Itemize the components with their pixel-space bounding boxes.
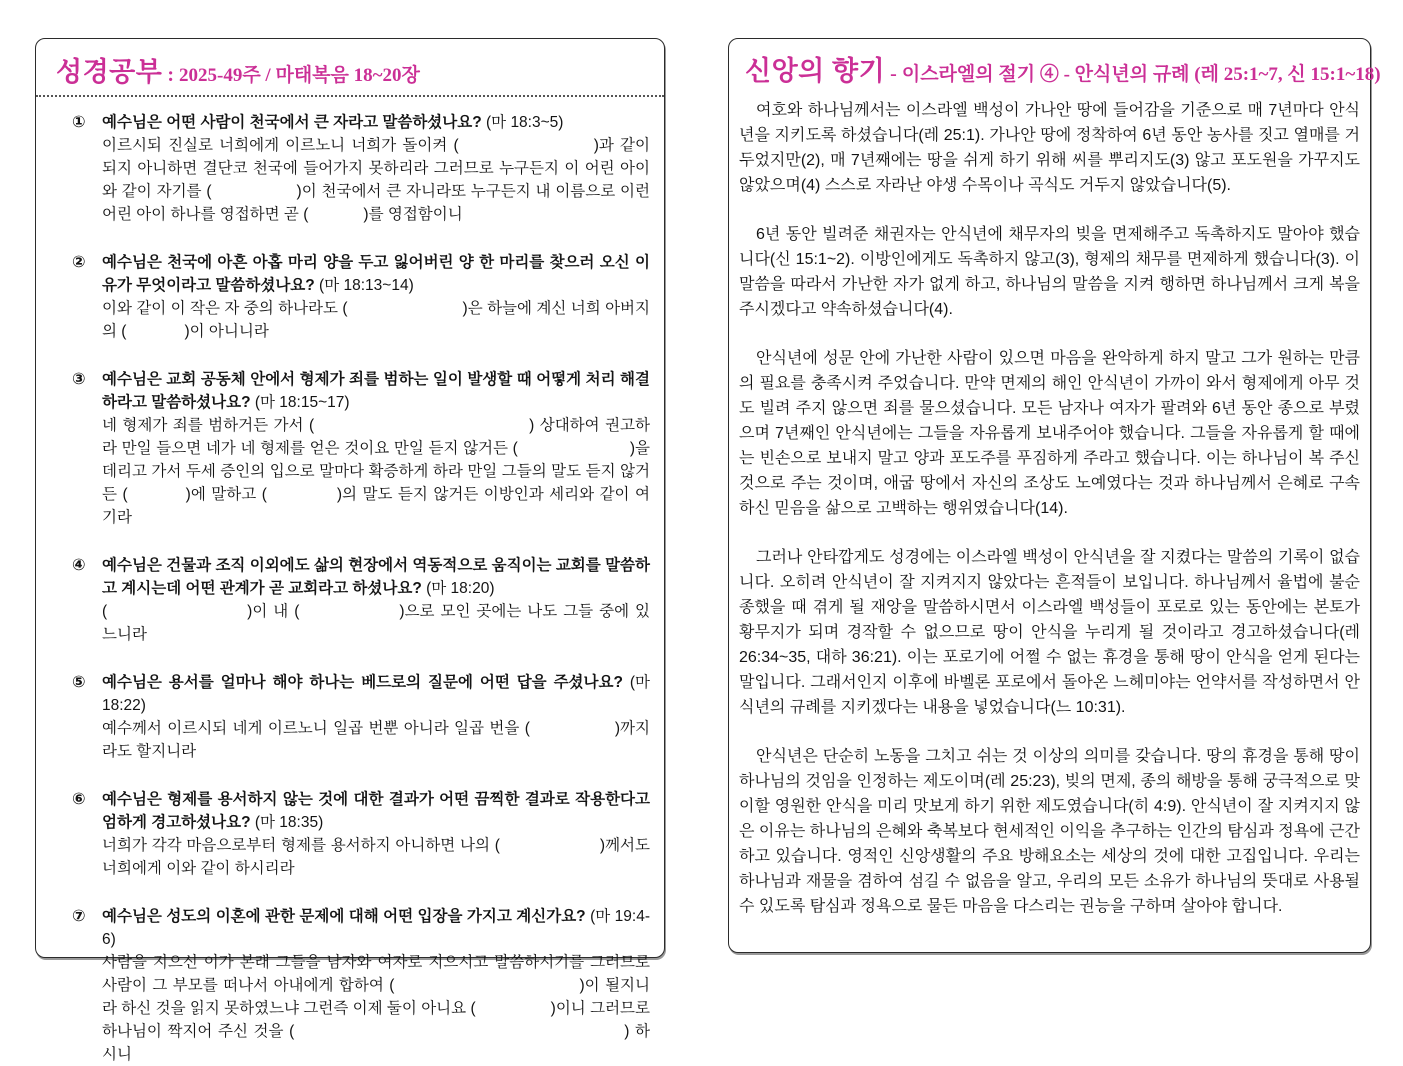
question-body: 너희가 각각 마음으로부터 형제를 용서하지 아니하면 나의 ( )께서도 너희에게 이와 같이 하시리라 <box>102 837 650 877</box>
bible-study-header <box>56 50 650 89</box>
question-number: ① <box>72 114 86 131</box>
answer-blank-space <box>299 614 399 616</box>
bible-study-subtitle: 2025-49주 / 마태복음 18~20장 <box>179 65 420 86</box>
faith-fragrance-subtitle: 이스라엘의 절기 ④ - 안식년의 규례 (레 25:1~7, 신 15:1~18) <box>901 64 1381 85</box>
question-number: ⑤ <box>72 674 86 691</box>
answer-blank-space <box>107 614 247 616</box>
question-body: 이르시되 진실로 너희에게 이르노니 너희가 돌이켜 ( )과 같이 되지 아니하면 결단코 천국에 들어가지 못하리라 그러므로 누구든지 이 어린 아이와 같이 자기를 ( )이 천국에서 큰 자니라또 누구든지 내 이름으로 이런 어린 아이 하나를 영접하면 곧 ( )를 영접함이니 <box>102 137 650 223</box>
question-item <box>50 788 650 880</box>
article-paragraph: 여호와 하나님께서는 이스라엘 백성이 가나안 땅에 들어감을 기준으로 매 7년마다 안식년을 지키도록 하셨습니다(레 25:1). 가나안 땅에 정착하여 6년 동안 농사를 짓고 열매를 거두었지만(2), 매 7년째에는 땅을 쉬게 하기 위해 씨를 뿌리지도(3) 않고 포도원을 가꾸지도 않았으며(4) 스스로 자라난 야생 수목이나 곡식도 거두지 않았습니다(5). <box>739 102 1360 194</box>
question-number: ② <box>72 254 86 271</box>
question-title: 예수님은 용서를 얼마나 해야 하나는 베드로의 질문에 어떤 답을 주셨나요? <box>102 674 623 691</box>
question-item <box>50 111 650 226</box>
question-title: 예수님은 천국에 아흔 아홉 마리 양을 두고 잃어버린 양 한 마리를 찾으러 오신 이유가 무엇이라고 말씀하셨나요? <box>102 254 650 294</box>
answer-blank-space <box>530 731 615 733</box>
article-paragraph: 6년 동안 빌려준 채권자는 안식년에 채무자의 빚을 면제해주고 독촉하지도 말아야 했습니다(신 15:1~2). 이방인에게도 독촉하지 않고(3), 형제의 채무를 면제하게 했습니다(3). 이 말씀을 따라서 가난한 자가 없게 하고, 하나님의 말씀을 지켜 행하면 하나님께서 크게 복을 주시겠다고 약속하셨습니다(4). <box>739 226 1360 318</box>
question-number: ③ <box>72 371 86 388</box>
question-item <box>50 671 650 763</box>
answer-blank-space <box>126 334 184 336</box>
question-item <box>50 905 650 1066</box>
answer-blank-space <box>294 1034 624 1036</box>
question-reference: (마 18:13~14) <box>319 277 414 294</box>
question-title-line <box>102 905 650 951</box>
question-reference: (마 18:15~17) <box>254 394 350 411</box>
answer-blank: ( ) <box>303 206 369 223</box>
answer-blank-space <box>267 497 337 499</box>
question-body: 사람을 지으신 이가 본래 그들을 남자와 여자로 지으시고 말씀하시기를 그러므로 사람이 그 부모를 떠나서 아내에게 합하여 ( )이 될지니라 하신 것을 읽지 못하였느냐 그런즉 이제 둘이 아니요 ( )이니 그러므로 하나님이 짝지어 주신 것을 ( ) 하시니 <box>102 954 651 1063</box>
answer-blank-space <box>348 311 463 313</box>
answer-blank: ( ) <box>470 1000 556 1017</box>
header-divider <box>36 95 664 97</box>
answer-blank: ( ) <box>308 417 535 434</box>
article-paragraph: 안식년에 성문 안에 가난한 사람이 있으면 마음을 완악하게 하지 말고 그가 원하는 만큼의 필요를 충족시켜 주었습니다. 만약 면제의 해인 안식년이 가까이 와서 형제에게 아무 것도 빌려 주지 않으면 죄를 물으셨습니다. 모든 남자나 여자가 팔려와 6년 동안 종으로 부렸으며 7년째인 안식년에는 그들을 자유롭게 보내주어야 했습니다. 그들을 자유롭게 할 때에는 빈손으로 보내지 말고 양과 포도주를 푸짐하게 주라고 했습니다. 이는 하나님이 복 주신 것으로 주는 것이며, 애굽 땅에서 자신의 조상도 노예였다는 것과 하나님께서 은혜로 구속하신 믿음을 삶으로 고백하는 행위였습니다(14). <box>739 350 1360 517</box>
answer-blank-space <box>476 1011 551 1013</box>
answer-blank: ( ) <box>206 183 302 200</box>
question-title: 예수님은 어떤 사람이 천국에서 큰 자라고 말씀하셨나요? <box>102 114 482 131</box>
question-reference: (마 19:4-6) <box>102 908 650 948</box>
question-item <box>50 251 650 343</box>
answer-blank-space <box>394 988 579 990</box>
article-paragraph: 그러나 안타깝게도 성경에는 이스라엘 백성이 안식년을 잘 지켰다는 말씀의 기록이 없습니다. 오히려 안식년이 잘 지켜지지 않았다는 흔적들이 보입니다. 하나님께서 율법에 불순종했을 때 겪게 될 재앙을 말씀하시면서 이스라엘 백성들이 포로로 있는 동안에는 본토가 황무지가 되며 경작할 수 없으므로 땅이 안식을 누리게 될 것이라고 경고하셨습니다(레 26:34~35, 대하 36:21). 이는 포로기에 어쩔 수 없는 휴경을 통해 땅이 안식을 얻게 된다는 말입니다. 그래서인지 이후에 바벨론 포로에서 돌아온 느헤미야는 언약서를 작성하면서 안식년의 규례를 지키겠다는 내용을 넣었습니다(느 10:31). <box>739 549 1360 716</box>
answer-blank: ( ) <box>294 603 405 620</box>
answer-blank: ( ) <box>524 720 621 737</box>
bible-study-title: 성경공부 <box>56 57 163 87</box>
question-body: 이와 같이 이 작은 자 중의 하나라도 ( )은 하늘에 계신 너희 아버지의 ( )이 아니니라 <box>102 300 650 340</box>
faith-fragrance-header-separator: - <box>885 63 902 85</box>
answer-blank: ( ) <box>289 1023 630 1040</box>
faith-fragrance-header <box>745 49 1381 88</box>
bible-study-header-separator: : <box>162 64 179 86</box>
question-item <box>50 368 650 529</box>
question-title-line <box>102 111 650 134</box>
answer-blank-space <box>308 217 363 219</box>
question-title: 예수님은 성도의 이혼에 관한 문제에 대해 어떤 입장을 가지고 계신가요? <box>102 908 586 925</box>
question-body: 네 형제가 죄를 범하거든 가서 ( ) 상대하여 권고하라 만일 들으면 네가 네 형제를 얻은 것이요 만일 듣지 않거든 ( )을 데리고 가서 두세 증인의 입으로 말마다 확증하게 하라 만일 그들의 말도 듣지 않거든 ( )에 말하고 ( )의 말도 듣지 않거든 이방인과 세리와 같이 여기라 <box>102 417 650 526</box>
answer-blank-space <box>459 148 594 150</box>
answer-blank: ( ) <box>102 603 253 620</box>
question-title-line <box>102 671 650 717</box>
answer-blank: ( ) <box>494 837 606 854</box>
faith-fragrance-panel <box>728 38 1381 953</box>
answer-blank-space <box>314 428 529 430</box>
question-title-line <box>102 251 650 297</box>
question-reference: (마 18:22) <box>102 674 650 714</box>
question-title-line <box>102 788 650 834</box>
question-title: 예수님은 건물과 조직 이외에도 삶의 현장에서 역동적으로 움직이는 교회를 말씀하고 계시는데 어떤 관계가 곧 교회라고 하셨나요? <box>102 557 650 597</box>
answer-blank: ( ) <box>121 323 190 340</box>
answer-blank: ( ) <box>342 300 468 317</box>
question-title: 예수님은 교회 공동체 안에서 형제가 죄를 범하는 일이 발생할 때 어떻게 처리 해결하라고 말씀하셨나요? <box>102 371 650 411</box>
question-body: 예수께서 이르시되 네게 이르노니 일곱 번뿐 아니라 일곱 번을 ( )까지라도 할지니라 <box>102 720 650 760</box>
question-list <box>50 111 650 1066</box>
question-title-line <box>102 554 650 600</box>
question-body: ( )이 내 ( )으로 모인 곳에는 나도 그들 중에 있느니라 <box>102 603 651 643</box>
bible-study-panel <box>35 38 665 1063</box>
question-number: ⑥ <box>72 791 86 808</box>
answer-blank: ( ) <box>389 977 585 994</box>
question-reference: (마 18:3~5) <box>486 114 564 131</box>
article-body <box>739 98 1360 919</box>
faith-fragrance-title: 신앙의 향기 <box>745 56 886 86</box>
question-title-line <box>102 368 650 414</box>
question-number: ④ <box>72 557 86 574</box>
article-paragraph: 안식년은 단순히 노동을 그치고 쉬는 것 이상의 의미를 갖습니다. 땅의 휴경을 통해 땅이 하나님의 것임을 인정하는 제도이며(레 25:23), 빚의 면제, 종의 해방을 통해 궁극적으로 맞이할 영원한 안식을 미리 맛보게 하기 위한 제도였습니다(히 4:9). 안식년이 잘 지켜지지 않은 이유는 하나님의 은혜와 축복보다 현세적인 이익을 추구하는 인간의 탐심과 정욕에 근간하고 있습니다. 영적인 신앙생활의 주요 방해요소는 세상의 것에 대한 고집입니다. 우리는 하나님과 재물을 겸하여 섬길 수 없음을 알고, 우리의 모든 소유가 하나님의 뜻대로 사용될 수 있도록 탐심과 정욕으로 물든 마음을 다스리는 권능을 구하며 살아야 합니다. <box>739 748 1360 915</box>
question-title: 예수님은 형제를 용서하지 않는 것에 대한 결과가 어떤 끔찍한 결과로 작용한다고 엄하게 경고하셨나요? <box>102 791 650 831</box>
answer-blank: ( ) <box>261 486 343 503</box>
answer-blank-space <box>518 451 630 453</box>
answer-blank: ( ) <box>512 440 636 457</box>
question-item <box>50 554 650 646</box>
question-reference: (마 18:35) <box>254 814 324 831</box>
question-number: ⑦ <box>72 908 86 925</box>
answer-blank: ( ) <box>453 137 599 154</box>
answer-blank-space <box>500 848 600 850</box>
question-reference: (마 18:20) <box>426 580 495 597</box>
answer-blank-space <box>212 194 297 196</box>
answer-blank: ( ) <box>122 486 191 503</box>
answer-blank-space <box>128 497 186 499</box>
